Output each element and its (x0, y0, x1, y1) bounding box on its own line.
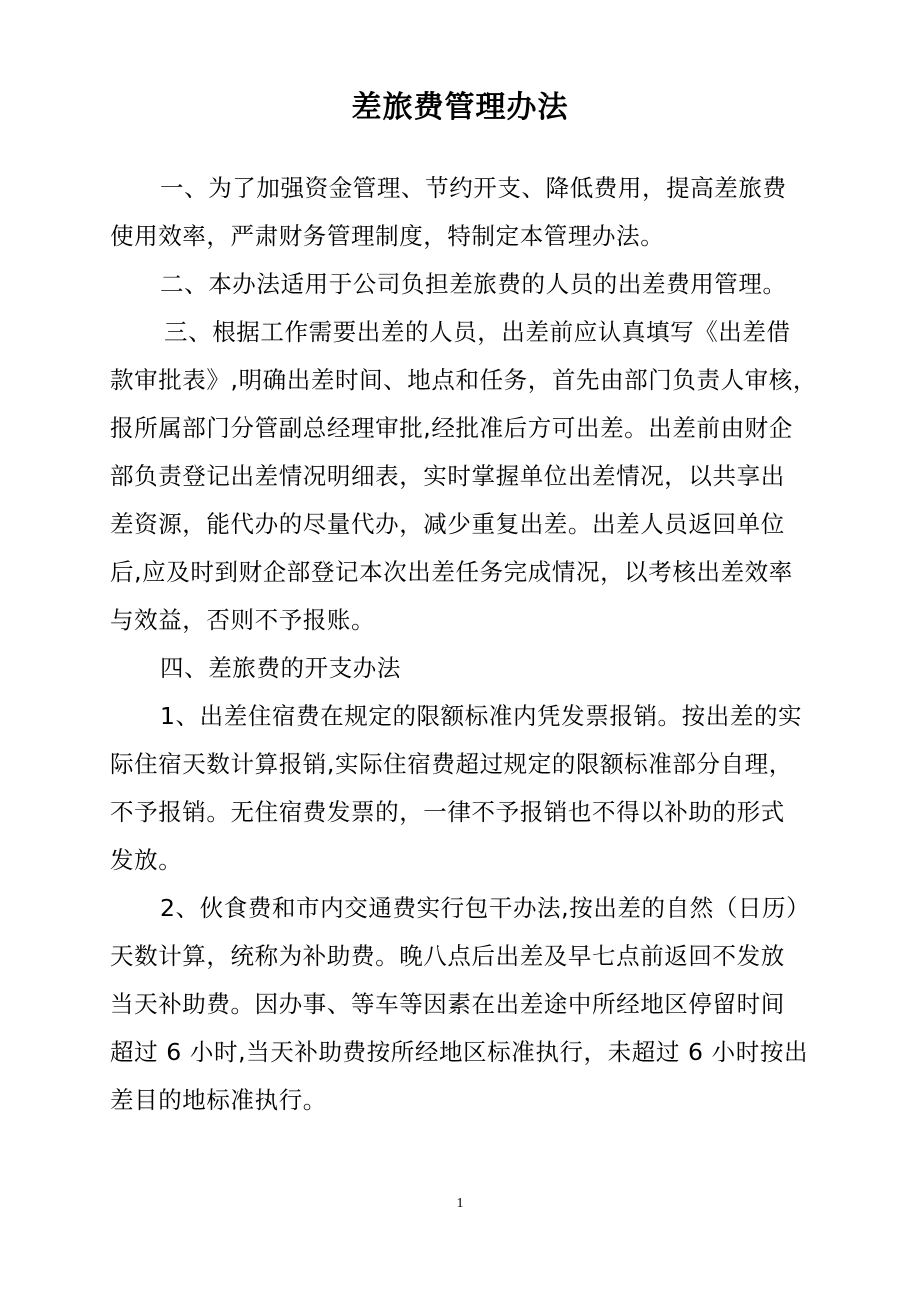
paragraph-3-line-3: 报所属部门分管副总经理审批,经批准后方可出差。出差前由财企 (110, 414, 793, 442)
document-body (110, 164, 817, 1124)
paragraph-1-line-1: 一、为了加强资金管理、节约开支、降低费用，提高差旅费 (160, 174, 787, 202)
paragraph-4-2-line-4: 超过 6 小时,当天补助费按所经地区标准执行，未超过 6 小时按出 (110, 1038, 809, 1066)
page-number: 1 (456, 1196, 464, 1211)
paragraph-2-line-1: 二、本办法适用于公司负担差旅费的人员的出差费用管理。 (160, 270, 787, 298)
section-4-heading: 四、差旅费的开支办法 (160, 654, 401, 682)
paragraph-4-2-line-3: 当天补助费。因办事、等车等因素在出差途中所经地区停留时间 (110, 990, 785, 1018)
paragraph-1-line-2: 使用效率，严肃财务管理制度，特制定本管理办法。 (110, 222, 665, 250)
paragraph-3-line-4: 部负责登记出差情况明细表，实时掌握单位出差情况，以共享出 (110, 462, 785, 490)
paragraph-4-2-line-5: 差目的地标准执行。 (110, 1086, 327, 1114)
paragraph-4-2-line-1: 2、伙食费和市内交通费实行包干办法,按出差的自然（日历） (160, 894, 811, 922)
paragraph-4-1-line-1: 1、出差住宿费在规定的限额标准内凭发票报销。按出差的实 (160, 702, 803, 730)
paragraph-3-line-7: 与效益，否则不予报账。 (110, 606, 376, 634)
paragraph-4-2-line-2: 天数计算，统称为补助费。晚八点后出差及早七点前返回不发放 (110, 942, 785, 970)
paragraph-3-line-2: 款审批表》,明确出差时间、地点和任务，首先由部门负责人审核， (110, 366, 817, 394)
paragraph-3-line-6: 后,应及时到财企部登记本次出差任务完成情况，以考核出差效率 (110, 558, 793, 586)
paragraph-3-line-1: 三、根据工作需要出差的人员，出差前应认真填写《出差借 (164, 318, 791, 346)
paragraph-4-1-line-4: 发放。 (110, 846, 183, 874)
paragraph-4-1-line-3: 不予报销。无住宿费发票的，一律不予报销也不得以补助的形式 (110, 798, 785, 826)
paragraph-3-line-5: 差资源，能代办的尽量代办，减少重复出差。出差人员返回单位 (110, 510, 785, 538)
document-title: 差旅费管理办法 (351, 90, 569, 125)
paragraph-4-1-line-2: 际住宿天数计算报销,实际住宿费超过规定的限额标准部分自理， (110, 750, 793, 778)
